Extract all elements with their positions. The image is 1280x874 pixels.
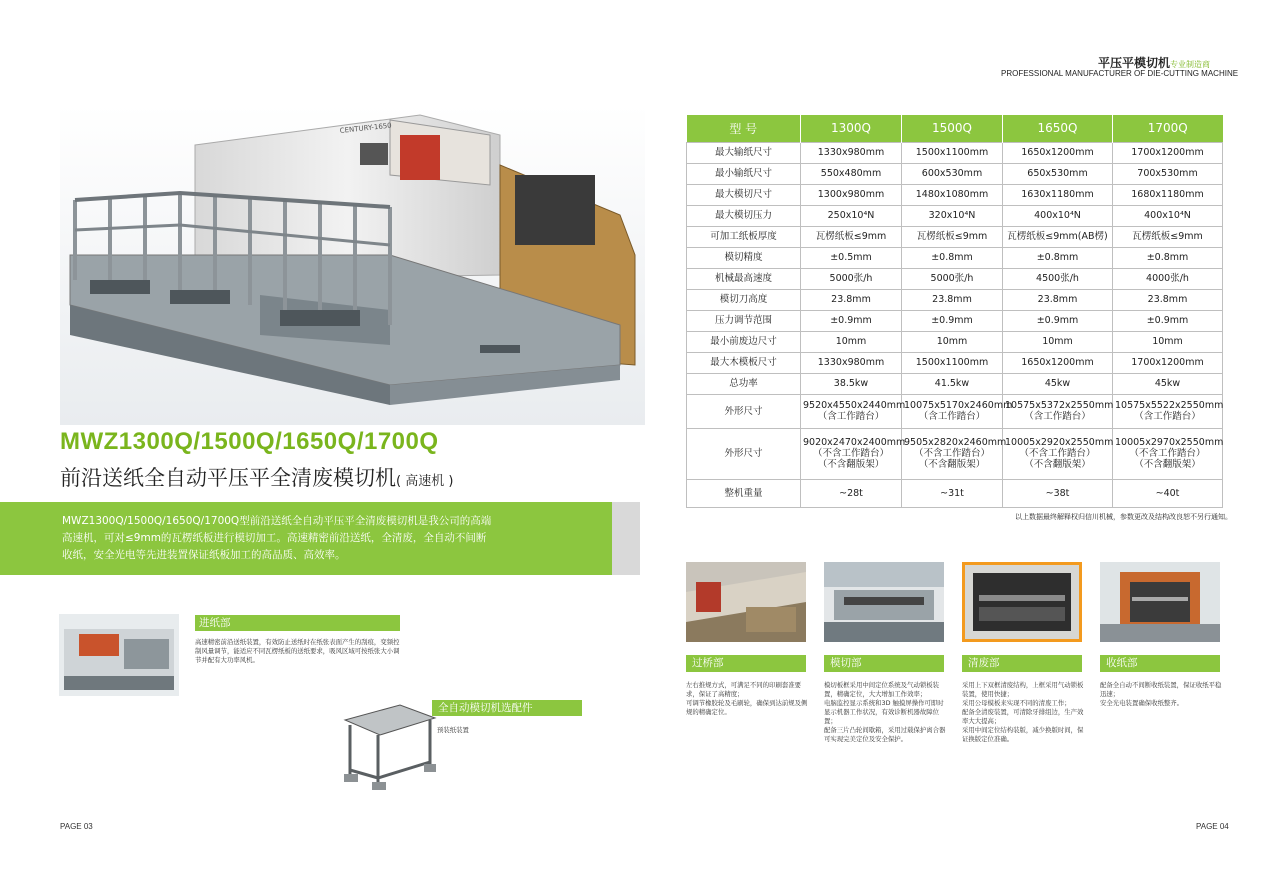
spec-cell: ~38t	[1003, 479, 1113, 507]
spec-row-label: 模切精度	[687, 247, 801, 268]
spec-cell-line: （不含翻版架）	[817, 459, 885, 470]
spec-cell: 10mm	[1113, 331, 1223, 352]
spec-cell: 1330x980mm	[801, 142, 902, 163]
spec-cell: 650x530mm	[1003, 163, 1113, 184]
spec-row-label: 机械最高速度	[687, 268, 801, 289]
intro-band-shade	[612, 502, 640, 575]
intro-line: MWZ1300Q/1500Q/1650Q/1700Q型前沿送纸全自动平压平全清废模切机是我公司的高端	[62, 515, 492, 527]
model-subtitle	[60, 462, 453, 492]
spec-cell: 1500x1100mm	[902, 142, 1003, 163]
spec-row	[687, 142, 1223, 163]
feature-title: 过桥部	[686, 655, 806, 672]
spec-note: 以上数据最终解释权归信川机械，参数更改及结构改良恕不另行通知。	[1015, 513, 1232, 521]
feature-text	[686, 681, 808, 717]
spec-row-label: 最大模切压力	[687, 205, 801, 226]
spec-cell-line: 10075x5170x2460mm	[904, 400, 1013, 411]
feature-text-line: 采用上下双框清废结构，上框采用气动锁板装置，使用快捷；	[962, 681, 1084, 698]
spec-cell: 1500x1100mm	[902, 352, 1003, 373]
spec-row	[687, 331, 1223, 352]
feature-text	[1100, 681, 1222, 708]
machine-hero-image	[60, 105, 645, 425]
spec-cell: ±0.9mm	[902, 310, 1003, 331]
brand-subtitle: PROFESSIONAL MANUFACTURER OF DIE-CUTTING MACHINE	[1001, 69, 1239, 78]
spec-cell-line: 10005x2970x2550mm	[1115, 437, 1224, 448]
spec-cell: 5000张/h	[902, 268, 1003, 289]
spec-cell	[1003, 428, 1113, 479]
spec-cell: ±0.5mm	[801, 247, 902, 268]
spec-cell: 10mm	[1003, 331, 1113, 352]
model-name-suffix: ( 高速机 )	[396, 474, 454, 489]
feature-text	[824, 681, 946, 744]
spec-cell: 23.8mm	[902, 289, 1003, 310]
spec-row-label: 整机重量	[687, 479, 801, 507]
spec-cell-line: （不含翻版架）	[918, 459, 986, 470]
spec-cell-line: 10005x2920x2550mm	[1005, 437, 1114, 448]
spec-body	[687, 142, 1223, 507]
spec-cell: 38.5kw	[801, 373, 902, 394]
spec-row-label: 可加工纸板厚度	[687, 226, 801, 247]
spec-row	[687, 268, 1223, 289]
spec-row-label: 最大模切尺寸	[687, 184, 801, 205]
spec-cell: 1650x1200mm	[1003, 352, 1113, 373]
feature-text-line: 模切板框采用中间定位系统及气动锁板装置，精确定位，大大增加工作效率；	[824, 681, 940, 698]
feature-text-line: 采用中间定位结构装版，减少换版时间，保证换版定位准确。	[962, 726, 1084, 743]
spec-cell: ±0.8mm	[902, 247, 1003, 268]
feature-text-line: 配备全清废装置，可清除牙排组边，生产效率大大提高；	[962, 708, 1084, 725]
spec-row	[687, 226, 1223, 247]
accessory-image	[330, 690, 438, 790]
spec-cell: 1700x1200mm	[1113, 352, 1223, 373]
spec-cell-line: （不含翻版架）	[1134, 459, 1201, 470]
spec-cell: ±0.8mm	[1003, 247, 1113, 268]
brand-title-small: 专业制造商	[1170, 60, 1211, 69]
spec-cell-line: 10575x5522x2550mm	[1115, 400, 1224, 411]
spec-row	[687, 163, 1223, 184]
spec-row	[687, 289, 1223, 310]
spec-row	[687, 373, 1223, 394]
page-number-left: PAGE 03	[60, 822, 93, 831]
spec-cell-line: 9020x2470x2400mm	[803, 437, 906, 448]
spec-cell: 400x10⁴N	[1113, 205, 1223, 226]
spec-row-label: 总功率	[687, 373, 801, 394]
spec-cell	[1003, 394, 1113, 428]
spec-row	[687, 205, 1223, 226]
intro-line: 高速机，可对≤9mm的瓦楞纸板进行模切加工。高速精密前沿送纸，全清废，全自动不间断	[62, 532, 487, 544]
feature-text-line: 可调节橡胶轮及毛刷轮，确保到达前规及侧规的精确定位。	[686, 699, 808, 716]
model-name: 前沿送纸全自动平压平全清废模切机	[60, 466, 396, 490]
spec-cell: 23.8mm	[801, 289, 902, 310]
spec-header-cell: 1300Q	[801, 115, 902, 142]
spec-cell: 1650x1200mm	[1003, 142, 1113, 163]
spec-cell-line: （含工作踏台）	[918, 411, 986, 422]
spec-cell: 320x10⁴N	[902, 205, 1003, 226]
spec-row	[687, 428, 1223, 479]
spec-cell: 瓦楞纸板≤9mm	[801, 226, 902, 247]
spec-cell-line: 9520x4550x2440mm	[803, 400, 906, 411]
accessory-text: 预装纸装置	[437, 726, 469, 734]
feature-text-line: 左右推规方式，可满足不同的印刷套准要求，保证了高精度；	[686, 681, 802, 698]
spec-row	[687, 247, 1223, 268]
spec-row-label: 最小前废边尺寸	[687, 331, 801, 352]
spec-cell: 5000张/h	[801, 268, 902, 289]
brand-title-zh: 平压平模切机	[1098, 56, 1171, 70]
spec-header-row	[687, 115, 1223, 142]
thumb-diecut	[824, 562, 944, 642]
spec-cell-line: （含工作踏台）	[1024, 411, 1091, 422]
spec-cell: 1630x1180mm	[1003, 184, 1113, 205]
spec-header-cell: 1650Q	[1003, 115, 1113, 142]
feature-text-line: 采用公母模板来实现不同的清废工作；	[962, 699, 1071, 707]
spec-cell: 700x530mm	[1113, 163, 1223, 184]
spec-cell: 1680x1180mm	[1113, 184, 1223, 205]
spec-cell: 41.5kw	[902, 373, 1003, 394]
spec-cell: 瓦楞纸板≤9mm	[1113, 226, 1223, 247]
spec-cell-line: 10575x5372x2550mm	[1005, 400, 1114, 411]
spec-cell: ±0.9mm	[1003, 310, 1113, 331]
machine-label: CENTURY-1650	[339, 121, 393, 135]
spec-row-label: 最大木模板尺寸	[687, 352, 801, 373]
spec-cell	[902, 394, 1013, 428]
spec-cell: 600x530mm	[902, 163, 1003, 184]
spec-row	[687, 394, 1223, 428]
spec-cell: 瓦楞纸板≤9mm(AB楞)	[1003, 226, 1113, 247]
feeder-image	[59, 614, 179, 696]
intro-line: 收纸，安全光电等先进装置保证纸板加工的高品质、高效率。	[62, 549, 346, 561]
spec-cell: ±0.8mm	[1113, 247, 1223, 268]
spec-cell: 1480x1080mm	[902, 184, 1003, 205]
spec-row-label: 外形尺寸	[687, 428, 801, 479]
spec-row-label: 最大输纸尺寸	[687, 142, 801, 163]
spec-header-cell: 1500Q	[902, 115, 1003, 142]
spec-cell: 23.8mm	[1003, 289, 1113, 310]
page-number-right: PAGE 04	[1196, 822, 1229, 831]
spec-cell: 4500张/h	[1003, 268, 1113, 289]
spec-cell: 550x480mm	[801, 163, 902, 184]
spec-cell: 400x10⁴N	[1003, 205, 1113, 226]
feature-text-line: 配备三片凸轮间歇箱，采用过载保护离合器可实现完美定位及安全保护。	[824, 726, 946, 743]
spec-cell: 45kw	[1113, 373, 1223, 394]
thumb-delivery	[1100, 562, 1220, 642]
feature-title: 收纸部	[1100, 655, 1220, 672]
spec-cell: 23.8mm	[1113, 289, 1223, 310]
spec-row	[687, 479, 1223, 507]
feeder-title: 进纸部	[195, 615, 400, 631]
spec-cell-line: （不含工作踏台）	[812, 448, 889, 459]
spec-cell: 1700x1200mm	[1113, 142, 1223, 163]
spec-row	[687, 352, 1223, 373]
spec-row	[687, 310, 1223, 331]
spec-cell: ±0.9mm	[1113, 310, 1223, 331]
spec-cell	[1113, 394, 1223, 428]
spec-cell: 1300x980mm	[801, 184, 902, 205]
spec-cell: 4000张/h	[1113, 268, 1223, 289]
spec-cell	[801, 428, 906, 479]
thumb-bridge	[686, 562, 806, 642]
spec-cell	[902, 428, 1007, 479]
spec-cell-line: （含工作踏台）	[1134, 411, 1201, 422]
intro-text	[62, 513, 502, 564]
spec-row-label: 压力调节范围	[687, 310, 801, 331]
feature-text-line: 配备全自动不间断收纸装置，保证收纸平稳迅速；	[1100, 681, 1222, 698]
spec-cell-line: 9505x2820x2460mm	[904, 437, 1007, 448]
accessory-title: 全自动模切机选配件	[432, 700, 582, 716]
feature-text-line: 电脑监控显示系统和3D 触摸屏操作可即时显示机器工作状况，有效诊断机器故障位置；	[824, 699, 944, 725]
spec-cell: 250x10⁴N	[801, 205, 902, 226]
model-title: MWZ1300Q/1500Q/1650Q/1700Q	[60, 428, 439, 455]
feature-text	[962, 681, 1084, 744]
spec-row-label: 模切刀高度	[687, 289, 801, 310]
spec-cell: 瓦楞纸板≤9mm	[902, 226, 1003, 247]
spec-cell: ~40t	[1113, 479, 1223, 507]
thumb-stripping	[962, 562, 1082, 642]
spec-header-cell: 型 号	[687, 115, 801, 142]
spec-cell-line: （不含工作踏台）	[1129, 448, 1206, 459]
spec-cell: 10mm	[902, 331, 1003, 352]
spec-cell: ~28t	[801, 479, 902, 507]
spec-cell-line: （含工作踏台）	[817, 411, 885, 422]
spec-cell: 10mm	[801, 331, 902, 352]
spec-cell: ~31t	[902, 479, 1003, 507]
spec-row-label: 最小输纸尺寸	[687, 163, 801, 184]
spec-cell-line: （不含工作踏台）	[1019, 448, 1096, 459]
spec-header-cell: 1700Q	[1113, 115, 1223, 142]
spec-row	[687, 184, 1223, 205]
spec-cell: ±0.9mm	[801, 310, 902, 331]
spec-table	[686, 115, 1223, 508]
spec-row-label: 外形尺寸	[687, 394, 801, 428]
spec-cell-line: （不含工作踏台）	[913, 448, 990, 459]
feeder-text: 高速精密前沿送纸装置，有效防止送纸时在纸张表面产生的刮痕，变频控制风量调节，能适应不同瓦楞纸板的送纸要求，吸风区域可按纸张大小调节并配有大功率风机。	[195, 638, 400, 664]
feature-title: 清废部	[962, 655, 1082, 672]
spec-cell	[1113, 428, 1223, 479]
spec-cell	[801, 394, 906, 428]
spec-cell-line: （不含翻版架）	[1024, 459, 1091, 470]
feature-text-line: 安全光电装置确保收纸整齐。	[1100, 699, 1184, 707]
spec-cell: 1330x980mm	[801, 352, 902, 373]
feature-title: 模切部	[824, 655, 944, 672]
spec-cell: 45kw	[1003, 373, 1113, 394]
